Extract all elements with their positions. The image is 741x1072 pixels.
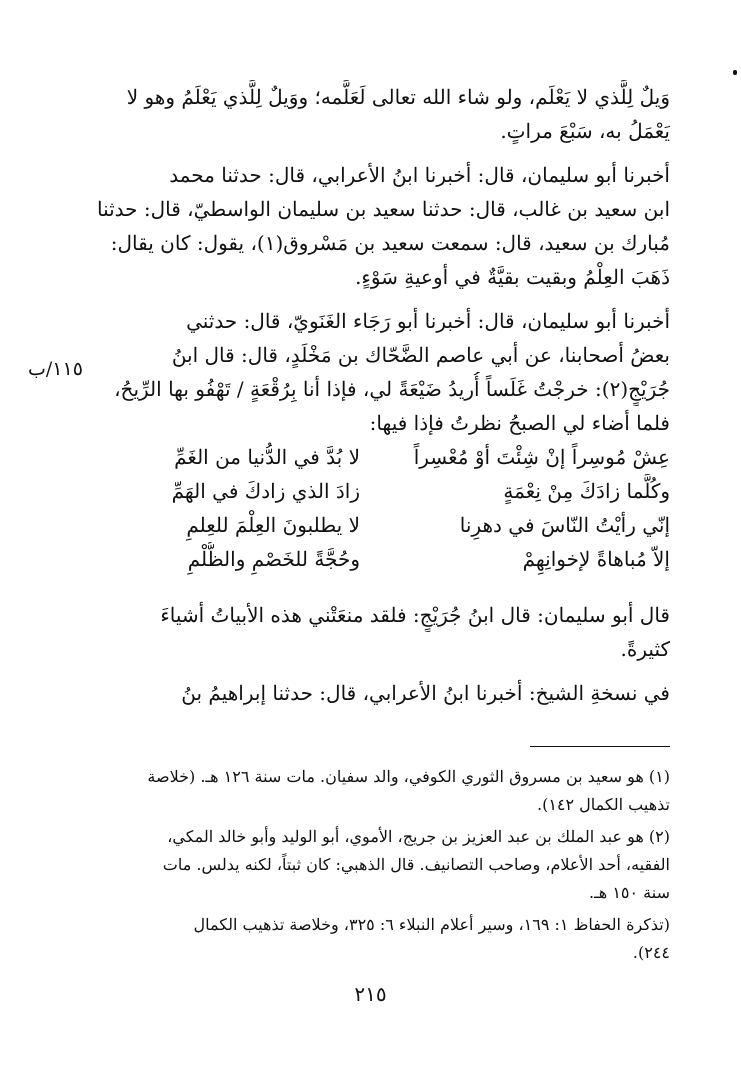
text-line: وَيلٌ لِلَّذي لا يَعْلَم، ولو شاء الله تعالى لَعَلَّمه؛ ووَيلٌ لِلَّذي يَعْلَمُ وهو لا (126, 85, 670, 109)
text-line: بعضُ أصحابنا، عن أبي عاصم الضَّحّاك بن مَخْلَدٍ، قال: قال ابنُ (171, 343, 670, 367)
text-line: كثيرةً. (620, 637, 670, 661)
margin-dot (733, 70, 737, 75)
footnotes (68, 763, 670, 967)
verse-hemistich-2: وحُجَّةً للخَصْمِ والظُّلْمِ (187, 547, 360, 571)
footnote-separator (530, 746, 670, 747)
verse-hemistich-2: لا يطلبونَ العِلْمَ للعِلمِ (186, 513, 360, 537)
paragraph-3 (70, 304, 670, 452)
footnote-line: الفقيه، أحد الأعلام، وصاحب التصانيف. قال الذهبي: كان ثبتاً، لكنه يدلس. مات (162, 855, 670, 874)
footnote-line: تذهيب الكمال ١٤٢). (536, 795, 670, 814)
verse-4 (70, 542, 670, 576)
paragraph-4 (70, 598, 670, 678)
verse-hemistich-2: لا بُدَّ في الدُّنيا من الغَمِّ (174, 445, 360, 469)
footnote-line: (٢) هو عبد الملك بن عبد العزيز بن جريج، الأموي، أبو الوليد وأبو خالد المكي، (167, 827, 670, 846)
text-line: ذَهَبَ العِلْمُ وبقيت بقيَّةٌ في أوعيةِ سَوْءٍ. (355, 265, 670, 289)
page-number: ٢١٥ (354, 982, 387, 1006)
text-line: مُبارك بن سعيد، قال: سمعت سعيد بن مَسْروق(١)، يقول: كان يقال: (110, 231, 670, 255)
verse-3 (70, 508, 670, 542)
verse-2 (70, 474, 670, 508)
footnote-line: (١) هو سعيد بن مسروق الثوري الكوفي، والد سفيان. مات سنة ١٢٦ هـ. (خلاصة (147, 767, 670, 786)
poem (70, 440, 670, 576)
text-line: أخبرنا أبو سليمان، قال: أخبرنا ابنُ الأعرابي، قال: حدثنا محمد (169, 163, 670, 187)
verse-hemistich-1: إلاّ مُباهاةً لإخوانِهِمْ (522, 547, 670, 571)
verse-hemistich-1: إنّي رأيْتُ النّاسَ في دهرِنا (459, 513, 670, 537)
text-line: قال أبو سليمان: قال ابنُ جُرَيْجٍ: فلقد منعَتْني هذه الأبياتُ أشياءَ (160, 603, 670, 627)
text-line: في نسخةِ الشيخ: أخبرنا ابنُ الأعرابي، قال: حدثنا إبراهيمُ بنُ (181, 681, 670, 705)
text-line: فلما أضاء لي الصبحُ نظرتُ فإذا فيها: (369, 411, 670, 435)
text-line: يَعْمَلُ به، سَبْعَ مراتٍ. (500, 119, 670, 143)
verse-hemistich-2: زادَ الذي زادكَ في الهَمِّ (171, 479, 360, 503)
paragraph-1 (70, 80, 670, 160)
footnote-line: ٢٤٤). (632, 943, 670, 962)
footnote-line: سنة ١٥٠ هـ. (589, 883, 670, 902)
margin-folio-note: ١١٥/ب (28, 358, 83, 380)
verse-hemistich-1: عِشْ مُوسِراً إنْ شِئْتَ أوْ مُعْسِراً (413, 445, 670, 469)
paragraph-5 (70, 676, 670, 722)
text-line: جُرَيْجٍ(٢): خرجْتُ غَلَساً أُريدُ ضَيْعَةً لي، فإذا أنا بِرُقْعَةٍ / تَهْفُو بها الرِّيحُ، (114, 377, 670, 401)
verse-1 (70, 440, 670, 474)
footnote-line: (تذكرة الحفاظ ١: ١٦٩، وسير أعلام النبلاء ٦: ٣٢٥، وخلاصة تذهيب الكمال (193, 915, 670, 934)
verse-hemistich-1: وكُلَّما زادَكَ مِنْ نِعْمَةٍ (503, 479, 670, 503)
paragraph-2 (70, 158, 670, 306)
text-line: ابن سعيد بن غالب، قال: حدثنا سعيد بن سليمان الواسطيّ، قال: حدثنا (96, 197, 670, 221)
text-line: أخبرنا أبو سليمان، قال: أخبرنا أبو رَجَاء الغَنَويّ، قال: حدثني (186, 309, 670, 333)
